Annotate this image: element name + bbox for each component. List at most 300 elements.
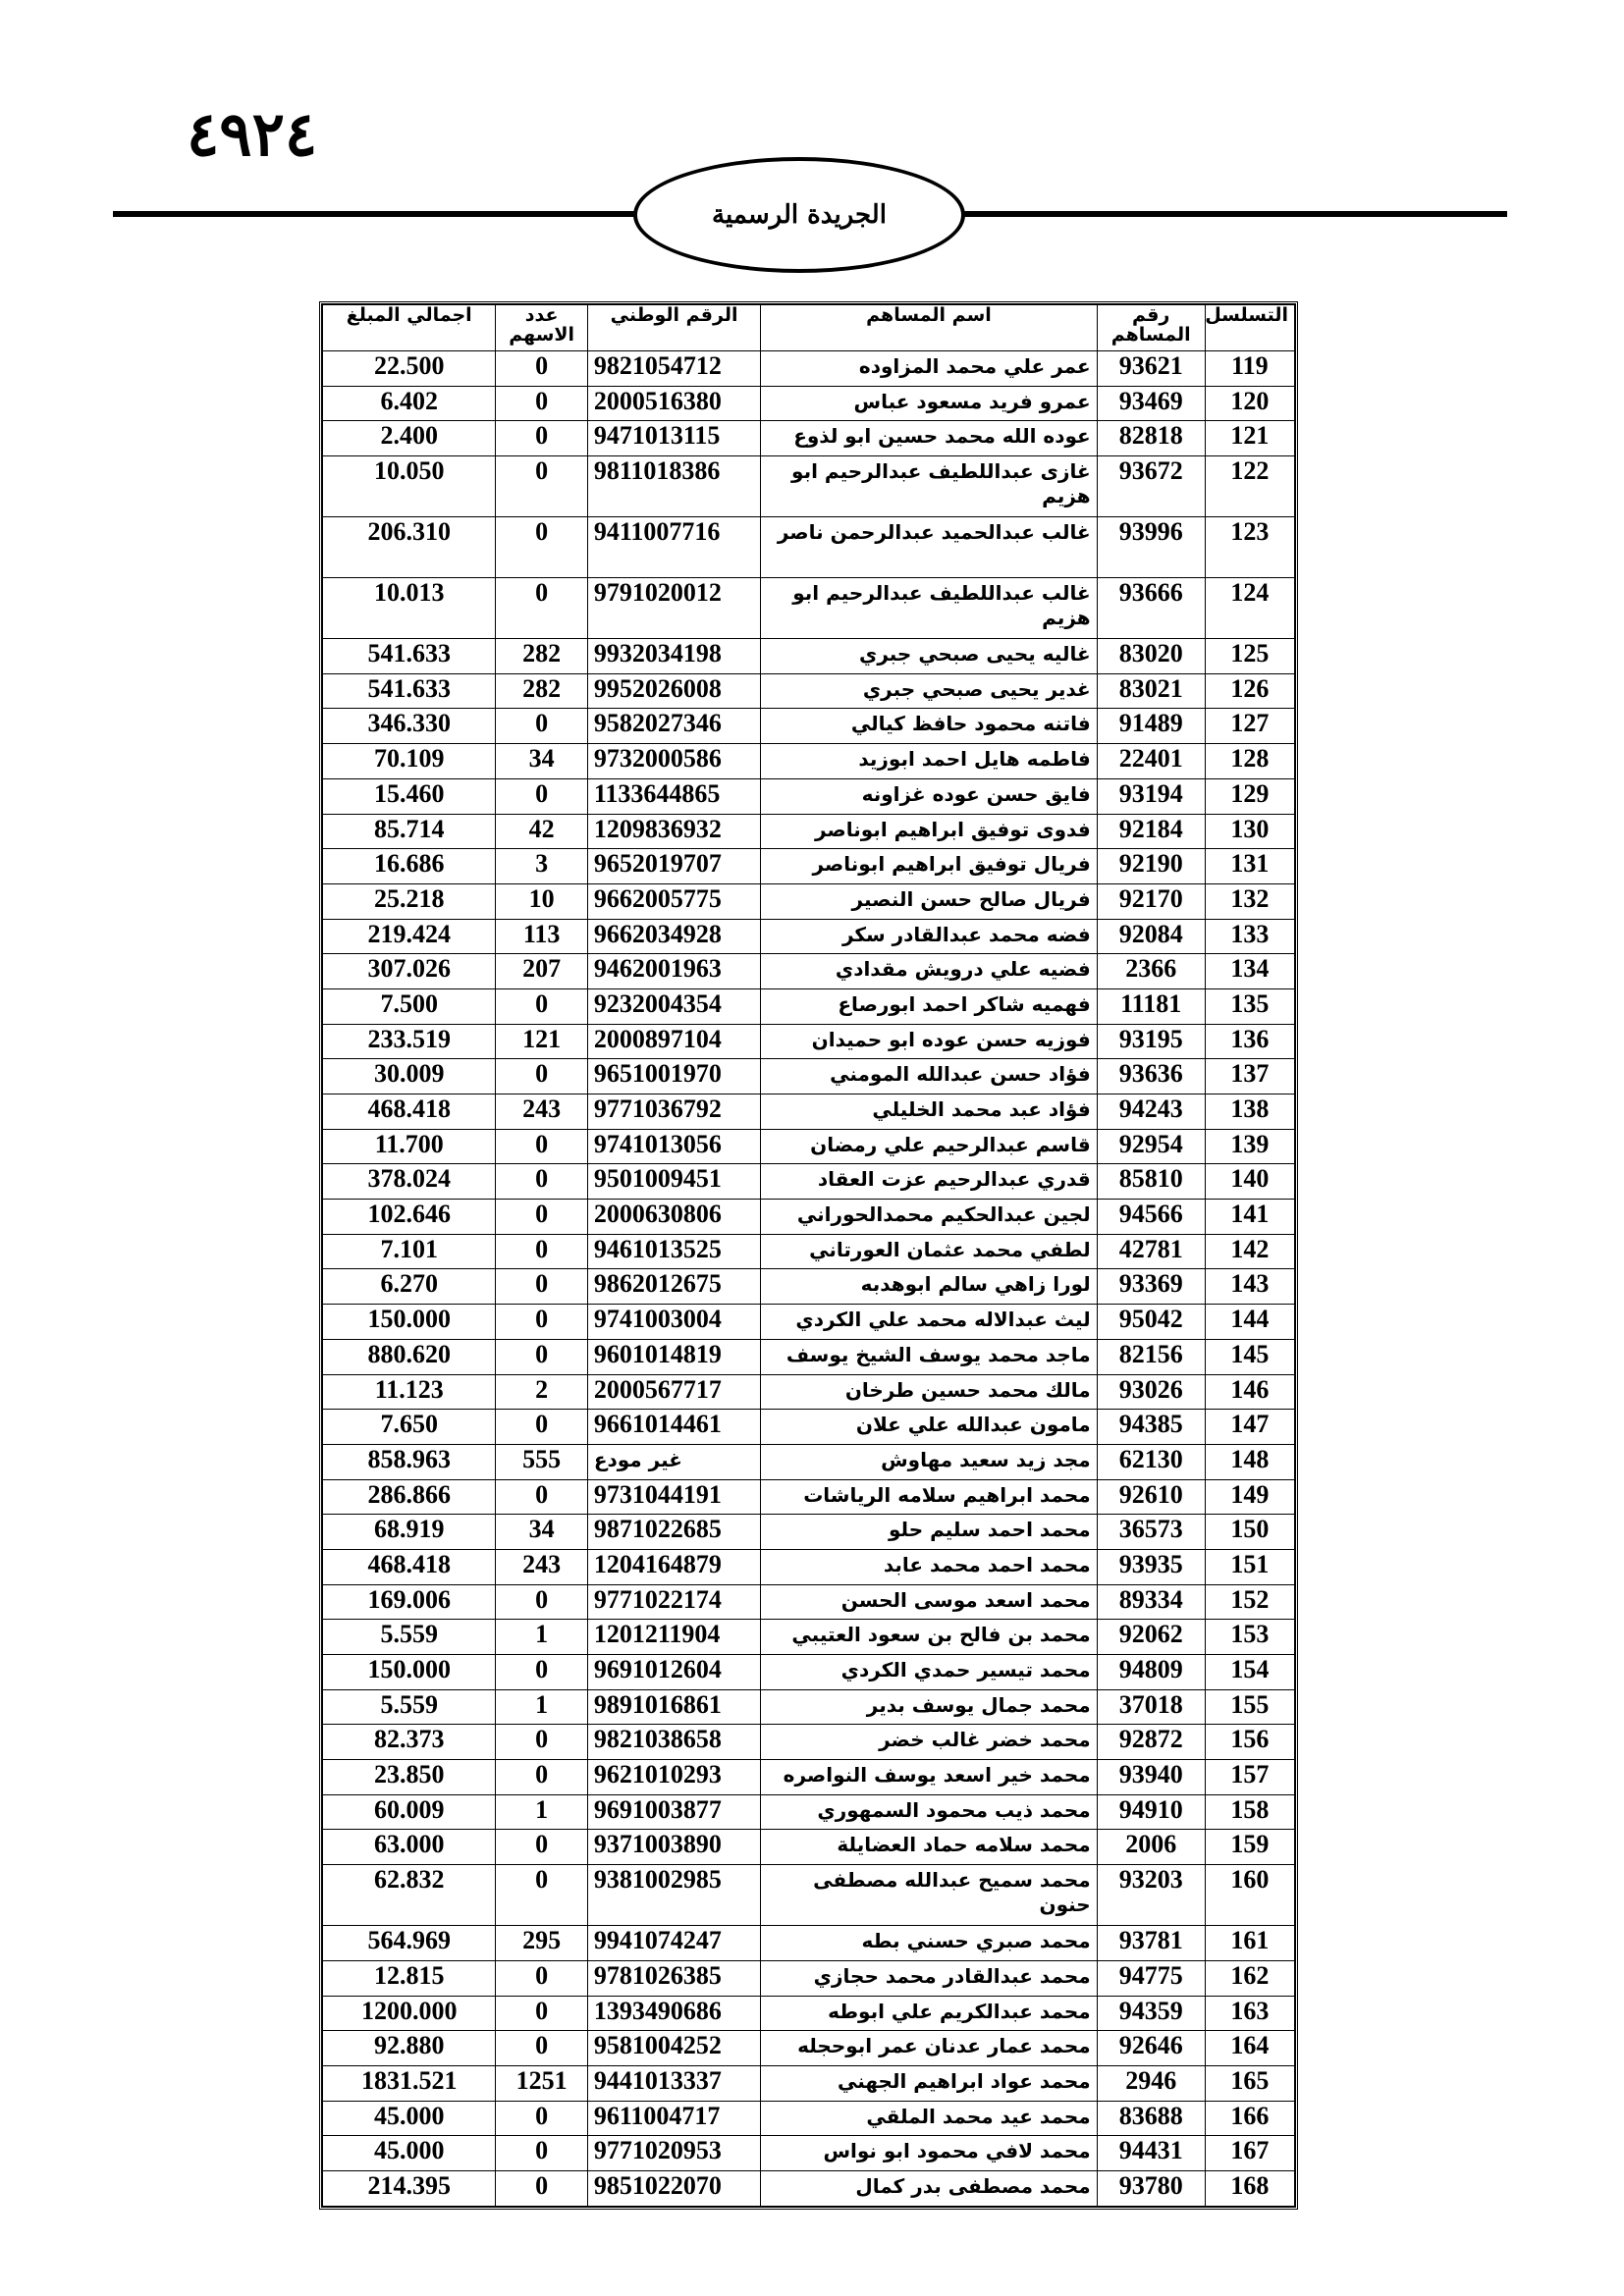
cell-total: 541.633 (323, 639, 496, 674)
cell-seq: 158 (1205, 1794, 1294, 1830)
cell-shares: 1 (496, 1689, 587, 1725)
cell-shareholder-no: 94566 (1097, 1200, 1205, 1235)
cell-shareholder-no: 95042 (1097, 1305, 1205, 1340)
cell-shares: 0 (496, 1584, 587, 1620)
cell-shares: 0 (496, 421, 587, 456)
cell-name: عمر علي محمد المزاوده (761, 351, 1097, 387)
cell-seq: 152 (1205, 1584, 1294, 1620)
cell-shares: 0 (496, 1234, 587, 1269)
table-row (323, 1024, 1295, 1059)
cell-seq: 135 (1205, 988, 1294, 1024)
cell-name: فدوى توفيق ابراهيم ابوناصر (761, 814, 1097, 849)
cell-shareholder-no: 93666 (1097, 578, 1205, 639)
cell-shareholder-no: 92954 (1097, 1129, 1205, 1164)
table-row (323, 2170, 1295, 2206)
cell-total: 92.880 (323, 2031, 496, 2066)
cell-shareholder-no: 82818 (1097, 421, 1205, 456)
cell-shareholder-no: 82156 (1097, 1339, 1205, 1374)
cell-shareholder-no: 93469 (1097, 386, 1205, 421)
cell-shares: 243 (496, 1095, 587, 1130)
shareholders-table (322, 304, 1295, 2207)
table-row (323, 1865, 1295, 1926)
cell-name: فاطمه هايل احمد ابوزيد (761, 744, 1097, 779)
table-row (323, 1760, 1295, 1795)
cell-shares: 10 (496, 883, 587, 919)
cell-seq: 132 (1205, 883, 1294, 919)
cell-shareholder-no: 92872 (1097, 1725, 1205, 1760)
cell-shares: 0 (496, 2170, 587, 2206)
cell-seq: 154 (1205, 1655, 1294, 1690)
cell-shares: 3 (496, 849, 587, 884)
table-row (323, 421, 1295, 456)
cell-national-no: 9501009451 (587, 1164, 760, 1200)
cell-name: فهميه شاكر احمد ابورصاع (761, 988, 1097, 1024)
cell-shareholder-no: 2006 (1097, 1830, 1205, 1865)
cell-total: 378.024 (323, 1164, 496, 1200)
cell-total: 150.000 (323, 1305, 496, 1340)
cell-shares: 0 (496, 709, 587, 744)
cell-name: مجد زيد سعيد مهاوش (761, 1444, 1097, 1479)
cell-name: فوزيه حسن عوده ابو حميدان (761, 1024, 1097, 1059)
cell-name: مالك محمد حسين طرخان (761, 1374, 1097, 1410)
cell-seq: 124 (1205, 578, 1294, 639)
cell-seq: 160 (1205, 1865, 1294, 1926)
cell-shareholder-no: 94775 (1097, 1960, 1205, 1996)
table-row (323, 1444, 1295, 1479)
cell-name: فريال توفيق ابراهيم ابوناصر (761, 849, 1097, 884)
cell-name: غدير يحيى صبحي جبري (761, 673, 1097, 709)
cell-seq: 122 (1205, 456, 1294, 517)
header-total: اجمالي المبلغ (323, 305, 496, 351)
cell-seq: 128 (1205, 744, 1294, 779)
cell-seq: 142 (1205, 1234, 1294, 1269)
cell-national-no: غير مودع (587, 1444, 760, 1479)
table-row (323, 1689, 1295, 1725)
cell-shares: 295 (496, 1926, 587, 1961)
cell-national-no: 2000567717 (587, 1374, 760, 1410)
cell-name: فؤاد عبد محمد الخليلي (761, 1095, 1097, 1130)
table-row (323, 1655, 1295, 1690)
cell-national-no: 9582027346 (587, 709, 760, 744)
cell-shareholder-no: 93935 (1097, 1549, 1205, 1584)
table-row (323, 1926, 1295, 1961)
cell-total: 5.559 (323, 1620, 496, 1655)
cell-name: فريال صالح حسن النصير (761, 883, 1097, 919)
cell-national-no: 9462001963 (587, 954, 760, 989)
cell-name: ليث عبدالاله محمد علي الكردي (761, 1305, 1097, 1340)
cell-national-no: 9232004354 (587, 988, 760, 1024)
cell-total: 468.418 (323, 1549, 496, 1584)
cell-shareholder-no: 93203 (1097, 1865, 1205, 1926)
table-row (323, 919, 1295, 954)
table-row (323, 1410, 1295, 1445)
cell-seq: 131 (1205, 849, 1294, 884)
cell-seq: 149 (1205, 1479, 1294, 1515)
cell-shareholder-no: 94910 (1097, 1794, 1205, 1830)
cell-shareholder-no: 89334 (1097, 1584, 1205, 1620)
cell-shares: 0 (496, 517, 587, 578)
cell-national-no: 9441013337 (587, 2065, 760, 2101)
cell-name: محمد سميح عبدالله مصطفى حنون (761, 1865, 1097, 1926)
table-row (323, 2136, 1295, 2171)
masthead-oval (633, 157, 965, 273)
cell-shares: 0 (496, 1410, 587, 1445)
cell-shareholder-no: 94385 (1097, 1410, 1205, 1445)
page-number: ٤٩٢٤ (187, 98, 318, 170)
cell-name: لطفي محمد عثمان العورتاني (761, 1234, 1097, 1269)
cell-total: 102.646 (323, 1200, 496, 1235)
cell-shareholder-no: 92084 (1097, 919, 1205, 954)
cell-national-no: 9932034198 (587, 639, 760, 674)
cell-shares: 0 (496, 1479, 587, 1515)
cell-national-no: 9461013525 (587, 1234, 760, 1269)
cell-seq: 129 (1205, 778, 1294, 814)
table-row (323, 1129, 1295, 1164)
table-row (323, 1960, 1295, 1996)
cell-total: 11.700 (323, 1129, 496, 1164)
cell-national-no: 9871022685 (587, 1515, 760, 1550)
table-row (323, 1305, 1295, 1340)
cell-name: محمد ابراهيم سلامه الرياشات (761, 1479, 1097, 1515)
cell-name: محمد احمد محمد عابد (761, 1549, 1097, 1584)
cell-seq: 157 (1205, 1760, 1294, 1795)
cell-national-no: 9771020953 (587, 2136, 760, 2171)
cell-total: 11.123 (323, 1374, 496, 1410)
cell-shares: 0 (496, 1830, 587, 1865)
table-row (323, 1996, 1295, 2031)
cell-shares: 282 (496, 673, 587, 709)
cell-shares: 0 (496, 1960, 587, 1996)
cell-national-no: 1201211904 (587, 1620, 760, 1655)
cell-total: 214.395 (323, 2170, 496, 2206)
cell-total: 286.866 (323, 1479, 496, 1515)
table-row (323, 2101, 1295, 2136)
cell-national-no: 9651001970 (587, 1059, 760, 1095)
cell-seq: 146 (1205, 1374, 1294, 1410)
cell-national-no: 9741013056 (587, 1129, 760, 1164)
table-row (323, 639, 1295, 674)
cell-total: 6.270 (323, 1269, 496, 1305)
cell-name: فؤاد حسن عبدالله المومني (761, 1059, 1097, 1095)
cell-shareholder-no: 92184 (1097, 814, 1205, 849)
cell-national-no: 9731044191 (587, 1479, 760, 1515)
cell-seq: 136 (1205, 1024, 1294, 1059)
cell-shares: 0 (496, 988, 587, 1024)
cell-seq: 151 (1205, 1549, 1294, 1584)
cell-shares: 0 (496, 2101, 587, 2136)
cell-name: محمد عمار عدنان عمر ابوحجله (761, 2031, 1097, 2066)
cell-total: 30.009 (323, 1059, 496, 1095)
header-seq: التسلسل (1205, 305, 1294, 351)
cell-shareholder-no: 93369 (1097, 1269, 1205, 1305)
cell-total: 169.006 (323, 1584, 496, 1620)
table-row (323, 883, 1295, 919)
cell-national-no: 9821038658 (587, 1725, 760, 1760)
cell-national-no: 2000630806 (587, 1200, 760, 1235)
cell-shares: 2 (496, 1374, 587, 1410)
table-row (323, 1794, 1295, 1830)
table-row (323, 814, 1295, 849)
cell-shareholder-no: 94359 (1097, 1996, 1205, 2031)
cell-national-no: 9601014819 (587, 1339, 760, 1374)
cell-total: 468.418 (323, 1095, 496, 1130)
cell-national-no: 9662034928 (587, 919, 760, 954)
cell-seq: 125 (1205, 639, 1294, 674)
cell-shares: 0 (496, 1129, 587, 1164)
cell-national-no: 9581004252 (587, 2031, 760, 2066)
cell-national-no: 2000516380 (587, 386, 760, 421)
cell-seq: 161 (1205, 1926, 1294, 1961)
cell-seq: 145 (1205, 1339, 1294, 1374)
cell-name: محمد احمد سليم حلو (761, 1515, 1097, 1550)
cell-shareholder-no: 94809 (1097, 1655, 1205, 1690)
table-row (323, 1164, 1295, 1200)
cell-national-no: 9811018386 (587, 456, 760, 517)
cell-shareholder-no: 93195 (1097, 1024, 1205, 1059)
cell-shareholder-no: 2946 (1097, 2065, 1205, 2101)
cell-seq: 121 (1205, 421, 1294, 456)
cell-total: 1200.000 (323, 1996, 496, 2031)
cell-total: 541.633 (323, 673, 496, 709)
cell-shares: 121 (496, 1024, 587, 1059)
table-row (323, 2065, 1295, 2101)
cell-shares: 0 (496, 1200, 587, 1235)
cell-name: فاتنه محمود حافظ كيالي (761, 709, 1097, 744)
table-row (323, 744, 1295, 779)
cell-shares: 0 (496, 1059, 587, 1095)
cell-national-no: 9741003004 (587, 1305, 760, 1340)
cell-seq: 126 (1205, 673, 1294, 709)
cell-seq: 168 (1205, 2170, 1294, 2206)
cell-total: 68.919 (323, 1515, 496, 1550)
cell-seq: 119 (1205, 351, 1294, 387)
header-national-no: الرقم الوطني (587, 305, 760, 351)
table-row (323, 988, 1295, 1024)
table-row (323, 1095, 1295, 1130)
cell-national-no: 9862012675 (587, 1269, 760, 1305)
table-row (323, 1620, 1295, 1655)
cell-seq: 133 (1205, 919, 1294, 954)
cell-national-no: 9771022174 (587, 1584, 760, 1620)
cell-total: 219.424 (323, 919, 496, 954)
cell-national-no: 9691003877 (587, 1794, 760, 1830)
table-row (323, 1059, 1295, 1095)
cell-total: 1831.521 (323, 2065, 496, 2101)
cell-total: 6.402 (323, 386, 496, 421)
cell-seq: 155 (1205, 1689, 1294, 1725)
cell-seq: 147 (1205, 1410, 1294, 1445)
table-row (323, 778, 1295, 814)
cell-total: 233.519 (323, 1024, 496, 1059)
cell-shareholder-no: 92170 (1097, 883, 1205, 919)
cell-national-no: 9771036792 (587, 1095, 760, 1130)
table-row (323, 578, 1295, 639)
cell-total: 150.000 (323, 1655, 496, 1690)
cell-shareholder-no: 93940 (1097, 1760, 1205, 1795)
cell-seq: 134 (1205, 954, 1294, 989)
cell-national-no: 9851022070 (587, 2170, 760, 2206)
header-shareholder-no: رقم المساهم (1097, 305, 1205, 351)
cell-national-no: 9691012604 (587, 1655, 760, 1690)
cell-shares: 113 (496, 919, 587, 954)
cell-seq: 144 (1205, 1305, 1294, 1340)
cell-shares: 555 (496, 1444, 587, 1479)
cell-shareholder-no: 94243 (1097, 1095, 1205, 1130)
cell-name: فضه محمد عبدالقادر سكر (761, 919, 1097, 954)
table-row (323, 709, 1295, 744)
cell-national-no: 9941074247 (587, 1926, 760, 1961)
cell-shares: 0 (496, 578, 587, 639)
cell-total: 82.373 (323, 1725, 496, 1760)
table-row (323, 1584, 1295, 1620)
cell-name: لجين عبدالحكيم محمدالحوراني (761, 1200, 1097, 1235)
cell-shares: 0 (496, 1269, 587, 1305)
cell-total: 25.218 (323, 883, 496, 919)
cell-shares: 207 (496, 954, 587, 989)
cell-national-no: 9662005775 (587, 883, 760, 919)
cell-shares: 0 (496, 778, 587, 814)
cell-total: 7.500 (323, 988, 496, 1024)
cell-shares: 0 (496, 1760, 587, 1795)
cell-shareholder-no: 92646 (1097, 2031, 1205, 2066)
cell-seq: 140 (1205, 1164, 1294, 1200)
cell-national-no: 9381002985 (587, 1865, 760, 1926)
cell-shares: 34 (496, 1515, 587, 1550)
cell-national-no: 1133644865 (587, 778, 760, 814)
cell-shares: 34 (496, 744, 587, 779)
cell-total: 63.000 (323, 1830, 496, 1865)
table-row (323, 1515, 1295, 1550)
cell-total: 10.050 (323, 456, 496, 517)
cell-seq: 164 (1205, 2031, 1294, 2066)
cell-total: 60.009 (323, 1794, 496, 1830)
cell-shareholder-no: 22401 (1097, 744, 1205, 779)
cell-name: محمد جمال يوسف بدير (761, 1689, 1097, 1725)
cell-shares: 0 (496, 1996, 587, 2031)
cell-national-no: 9952026008 (587, 673, 760, 709)
cell-shares: 0 (496, 2031, 587, 2066)
cell-shareholder-no: 42781 (1097, 1234, 1205, 1269)
cell-seq: 153 (1205, 1620, 1294, 1655)
cell-shareholder-no: 83688 (1097, 2101, 1205, 2136)
cell-total: 23.850 (323, 1760, 496, 1795)
cell-shares: 42 (496, 814, 587, 849)
cell-shareholder-no: 37018 (1097, 1689, 1205, 1725)
cell-total: 22.500 (323, 351, 496, 387)
cell-total: 45.000 (323, 2136, 496, 2171)
table-row (323, 1269, 1295, 1305)
cell-seq: 150 (1205, 1515, 1294, 1550)
table-row (323, 1479, 1295, 1515)
cell-shareholder-no: 93621 (1097, 351, 1205, 387)
cell-total: 346.330 (323, 709, 496, 744)
cell-shareholder-no: 93194 (1097, 778, 1205, 814)
cell-shares: 0 (496, 1865, 587, 1926)
cell-national-no: 9611004717 (587, 2101, 760, 2136)
cell-national-no: 9471013115 (587, 421, 760, 456)
cell-national-no: 9781026385 (587, 1960, 760, 1996)
cell-shares: 0 (496, 456, 587, 517)
cell-total: 307.026 (323, 954, 496, 989)
cell-seq: 167 (1205, 2136, 1294, 2171)
cell-name: محمد عواد ابراهيم الجهني (761, 2065, 1097, 2101)
cell-name: غازى عبداللطيف عبدالرحيم ابو هزيم (761, 456, 1097, 517)
cell-name: محمد اسعد موسى الحسن (761, 1584, 1097, 1620)
cell-shareholder-no: 94431 (1097, 2136, 1205, 2171)
cell-seq: 139 (1205, 1129, 1294, 1164)
cell-total: 16.686 (323, 849, 496, 884)
cell-name: ماجد محمد يوسف الشيخ يوسف (761, 1339, 1097, 1374)
cell-shareholder-no: 11181 (1097, 988, 1205, 1024)
cell-national-no: 9891016861 (587, 1689, 760, 1725)
cell-national-no: 9821054712 (587, 351, 760, 387)
cell-total: 564.969 (323, 1926, 496, 1961)
cell-national-no: 2000897104 (587, 1024, 760, 1059)
cell-shareholder-no: 93636 (1097, 1059, 1205, 1095)
cell-name: محمد صبري حسني بطه (761, 1926, 1097, 1961)
cell-name: محمد بن فالح بن سعود العتيبي (761, 1620, 1097, 1655)
cell-shareholder-no: 91489 (1097, 709, 1205, 744)
cell-name: محمد خضر غالب خضر (761, 1725, 1097, 1760)
cell-national-no: 1209836932 (587, 814, 760, 849)
table-row (323, 386, 1295, 421)
cell-name: فايق حسن عوده غزاونه (761, 778, 1097, 814)
cell-seq: 127 (1205, 709, 1294, 744)
cell-shares: 1 (496, 1620, 587, 1655)
cell-name: لورا زاهي سالم ابوهدبه (761, 1269, 1097, 1305)
cell-shareholder-no: 83020 (1097, 639, 1205, 674)
cell-total: 15.460 (323, 778, 496, 814)
cell-shareholder-no: 92610 (1097, 1479, 1205, 1515)
cell-seq: 137 (1205, 1059, 1294, 1095)
cell-shares: 0 (496, 1725, 587, 1760)
cell-seq: 162 (1205, 1960, 1294, 1996)
cell-shares: 282 (496, 639, 587, 674)
cell-name: محمد عبدالقادر محمد حجازي (761, 1960, 1097, 1996)
cell-seq: 143 (1205, 1269, 1294, 1305)
cell-national-no: 9661014461 (587, 1410, 760, 1445)
cell-name: محمد عبدالكريم علي ابوطه (761, 1996, 1097, 2031)
cell-national-no: 9371003890 (587, 1830, 760, 1865)
cell-name: فضيه علي درويش مقدادي (761, 954, 1097, 989)
cell-seq: 166 (1205, 2101, 1294, 2136)
table-row (323, 1830, 1295, 1865)
cell-total: 858.963 (323, 1444, 496, 1479)
cell-seq: 156 (1205, 1725, 1294, 1760)
cell-name: محمد مصطفى بدر كمال (761, 2170, 1097, 2206)
cell-seq: 130 (1205, 814, 1294, 849)
cell-seq: 159 (1205, 1830, 1294, 1865)
table-row (323, 2031, 1295, 2066)
cell-seq: 120 (1205, 386, 1294, 421)
cell-national-no: 1204164879 (587, 1549, 760, 1584)
cell-national-no: 9732000586 (587, 744, 760, 779)
header-name: اسم المساهم (761, 305, 1097, 351)
cell-seq: 148 (1205, 1444, 1294, 1479)
cell-total: 70.109 (323, 744, 496, 779)
cell-shareholder-no: 62130 (1097, 1444, 1205, 1479)
cell-shares: 0 (496, 1305, 587, 1340)
table-row (323, 1200, 1295, 1235)
cell-name: قدري عبدالرحيم عزت العقاد (761, 1164, 1097, 1200)
cell-national-no: 1393490686 (587, 1996, 760, 2031)
cell-total: 880.620 (323, 1339, 496, 1374)
cell-name: محمد سلامه حماد العضايلة (761, 1830, 1097, 1865)
cell-name: مامون عبدالله علي علان (761, 1410, 1097, 1445)
table-row (323, 1549, 1295, 1584)
table-header-row (323, 305, 1295, 351)
cell-name: محمد تيسير حمدي الكردي (761, 1655, 1097, 1690)
